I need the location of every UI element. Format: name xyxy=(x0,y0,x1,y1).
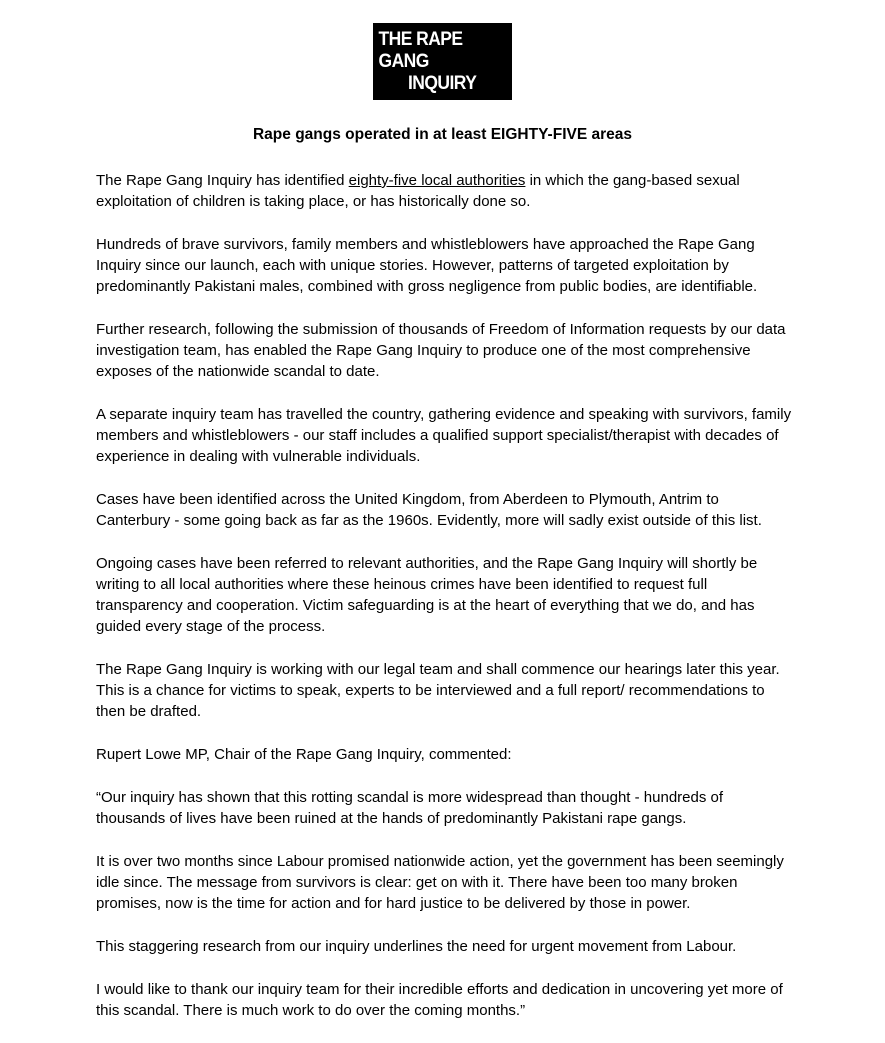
logo-line-2: INQUIRY xyxy=(408,72,477,94)
paragraph-research: Further research, following the submission of thousands of Freedom of Information requests by our data investigation team, has enabled the Rape Gang Inquiry to produce one of the most comprehensive exposes of the nationwide scandal to date. xyxy=(96,321,786,380)
paragraph-attribution: Rupert Lowe MP, Chair of the Rape Gang Inquiry, commented: xyxy=(96,746,512,763)
quote-paragraph-4: I would like to thank our inquiry team for their incredible efforts and dedication in uncovering yet more of this scandal. There is much work to do over the coming months.” xyxy=(96,981,783,1019)
quote-paragraph-1: “Our inquiry has shown that this rotting scandal is more widespread than thought - hundreds of thousands of lives have been ruined at the hands of predominantly Pakistani rape gangs. xyxy=(96,789,724,827)
paragraph-ongoing: Ongoing cases have been referred to relevant authorities, and the Rape Gang Inquiry will shortly be writing to all local authorities where these heinous crimes have been identified to request full transparency and cooperation. Victim safeguarding is at the heart of everything that we do, and has guided every stage of the process. xyxy=(96,555,758,635)
paragraph-hearings: The Rape Gang Inquiry is working with our legal team and shall commence our hearings later this year. This is a chance for victims to speak, experts to be interviewed and a full report/ recommendations to then be drafted. xyxy=(96,661,780,720)
inquiry-logo xyxy=(373,23,512,100)
quote-paragraph-2: It is over two months since Labour promised nationwide action, yet the government has been seemingly idle since. The message from survivors is clear: get on with it. There have been too many broken promises, now is the time for action and for hard justice to be delivered by those in power. xyxy=(96,853,784,912)
article-body xyxy=(96,170,796,1043)
page-headline: Rape gangs operated in at least EIGHTY-FIVE areas xyxy=(252,126,632,143)
local-authorities-link[interactable]: eighty-five local authorities xyxy=(348,172,526,189)
paragraph-survivors: Hundreds of brave survivors, family members and whistleblowers have approached the Rape Gang Inquiry since our launch, each with unique stories. However, patterns of targeted exploitation by predominantly Pakistani males, combined with gross negligence from public bodies, are identifiable. xyxy=(96,236,758,295)
paragraph-inquiry-team: A separate inquiry team has travelled the country, gathering evidence and speaking with survivors, family members and whistleblowers - our staff includes a qualified support specialist/therapist with decades of experience in dealing with vulnerable individuals. xyxy=(96,406,792,465)
paragraph-cases: Cases have been identified across the United Kingdom, from Aberdeen to Plymouth, Antrim to Canterbury - some going back as far as the 1960s. Evidently, more will sadly exist outside of this list. xyxy=(96,491,762,529)
paragraph-intro xyxy=(96,170,796,212)
logo-line-1: THE RAPE GANG xyxy=(378,28,463,72)
intro-text-after: in which the gang-based sexual exploitation of children is taking place, or has historically done so. xyxy=(96,172,740,210)
quote-paragraph-3: This staggering research from our inquiry underlines the need for urgent movement from Labour. xyxy=(96,938,737,955)
intro-text-before: The Rape Gang Inquiry has identified xyxy=(96,172,349,189)
